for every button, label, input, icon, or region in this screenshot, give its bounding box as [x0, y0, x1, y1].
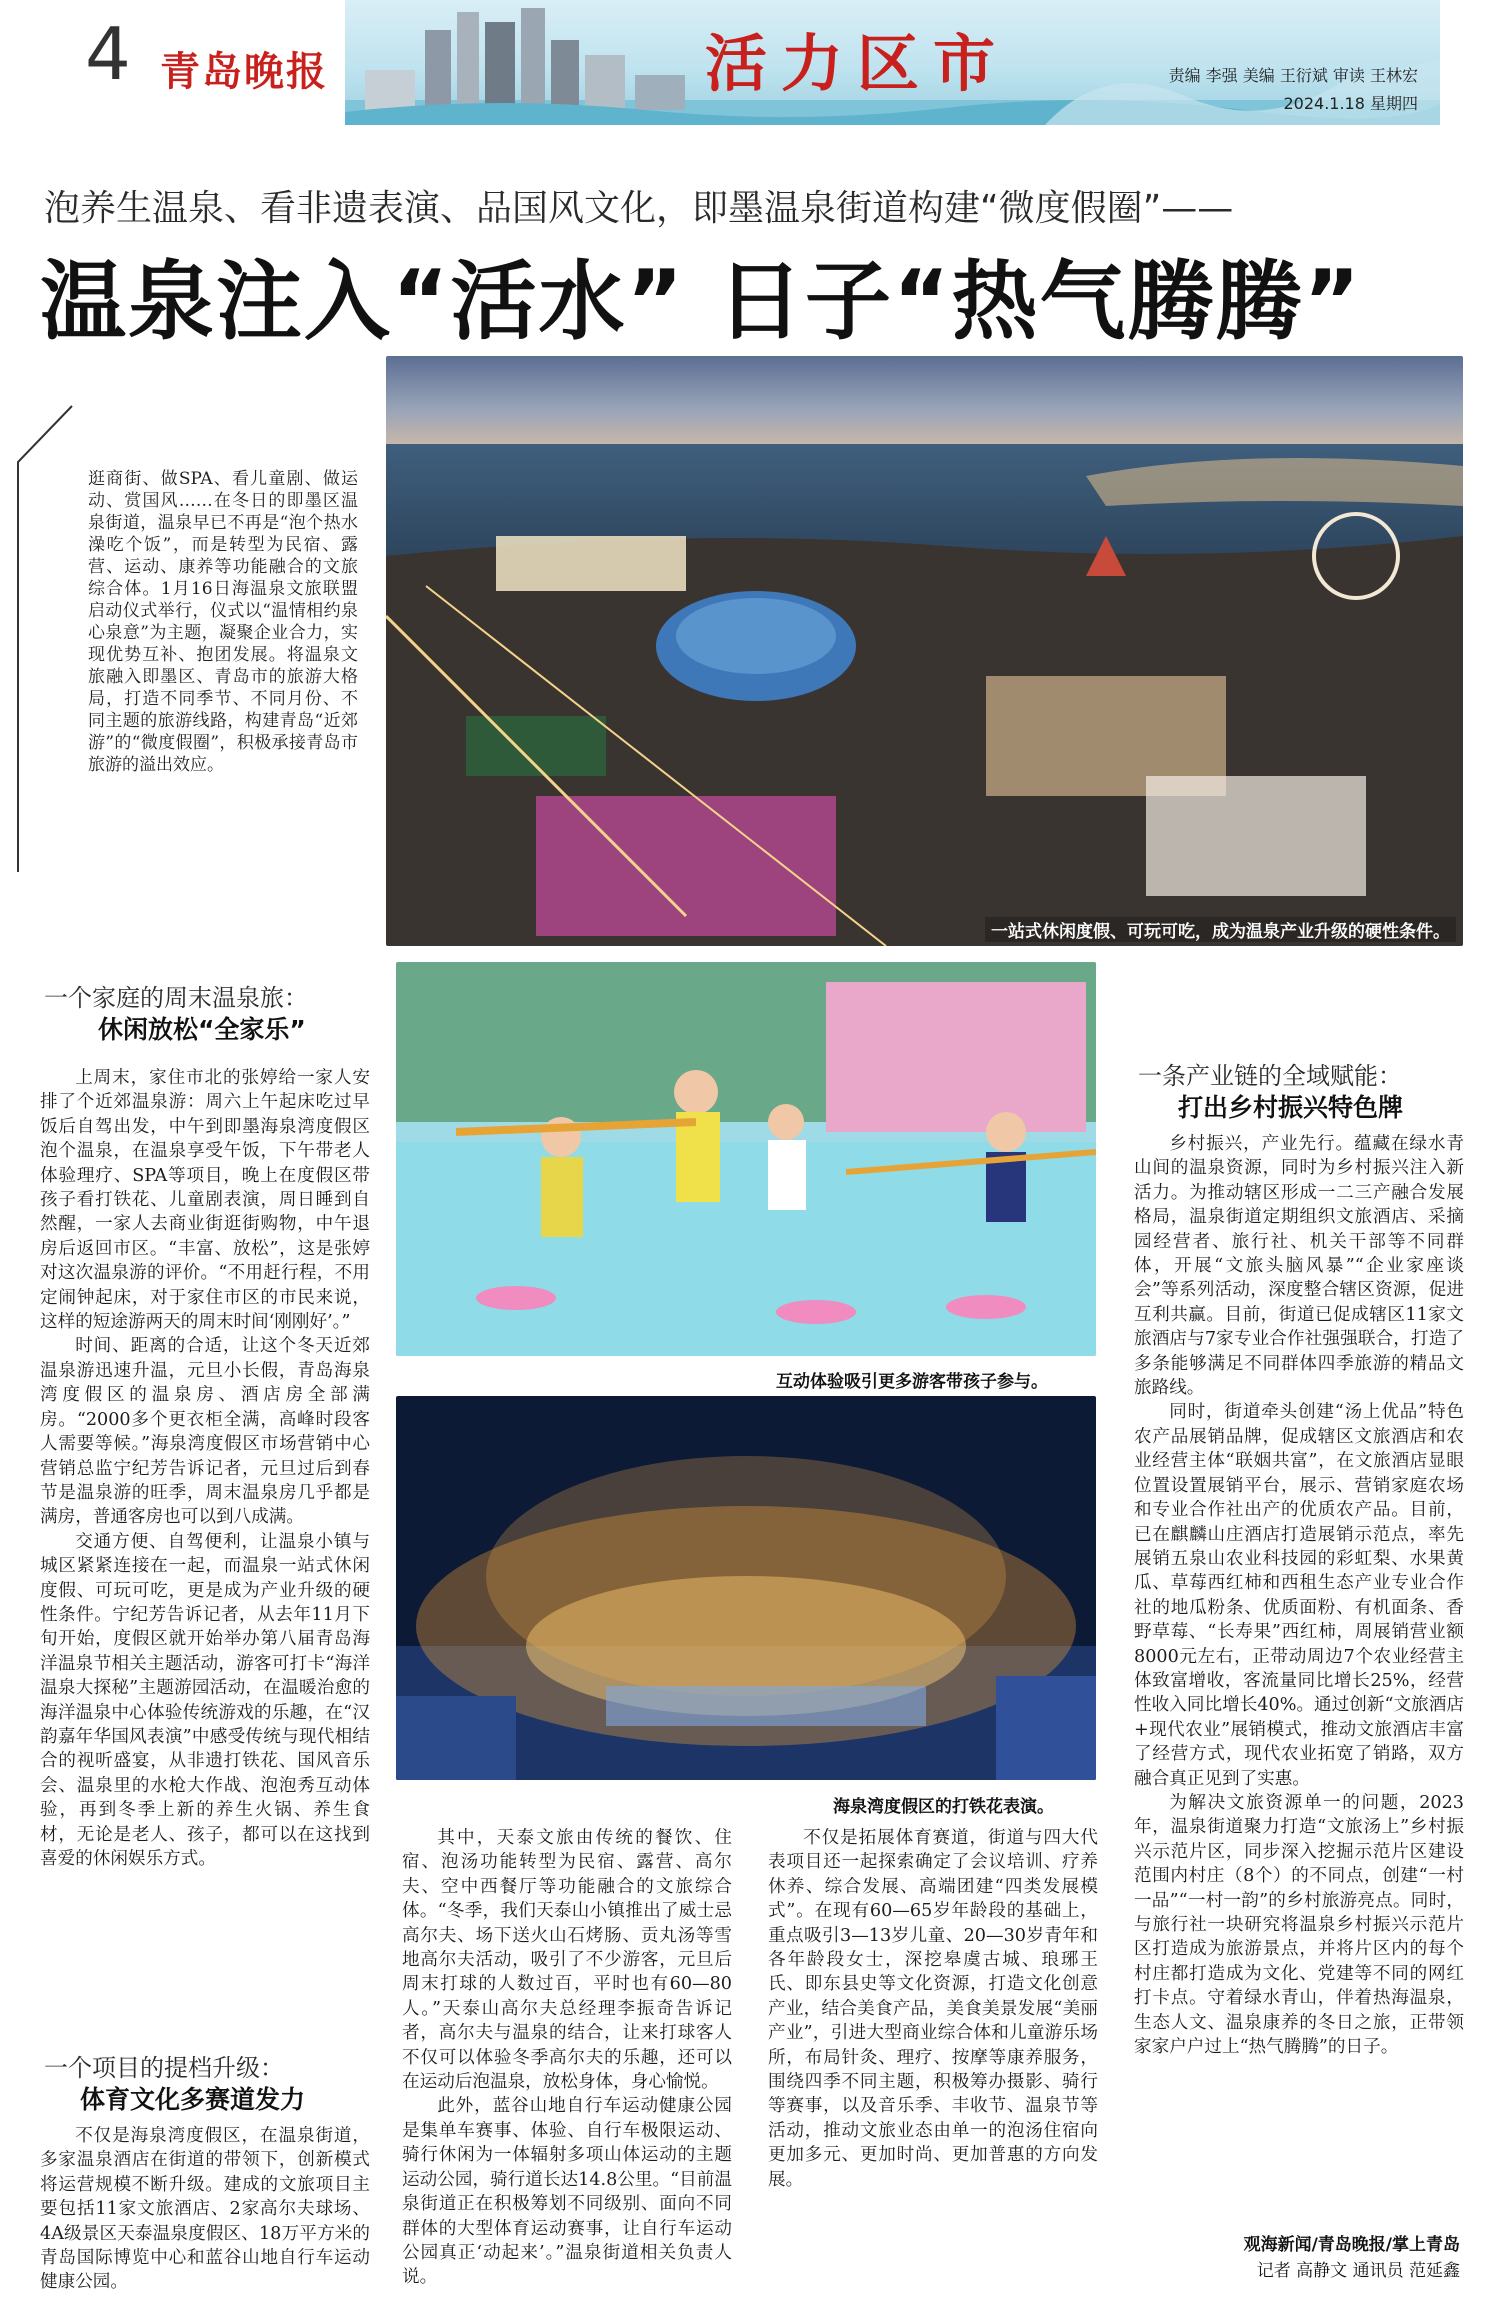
section2-paragraph: 不仅是海泉湾度假区，在温泉街道，多家温泉酒店在街道的带领下，创新模式将运营规模不断升级。建成的文旅项目主要包括11家文旅酒店、2家高尔夫球场、4A级景区天泰温泉度假区、18万平方米的青岛国际博览中心和蓝谷山地自行车运动健康公园。: [40, 2126, 370, 2292]
resort-aerial-photo: [386, 356, 1463, 946]
section2-body-col3: [768, 1826, 1098, 2292]
section1-heading: 休闲放松“全家乐”: [98, 1015, 306, 1044]
article-deck: 泡养生温泉、看非遗表演、品国风文化，即墨温泉街道构建“微度假圈”——: [44, 188, 1234, 229]
editor-credits: [1169, 62, 1418, 118]
section3-body: [1134, 1132, 1464, 2218]
byline-source: 观海新闻/青岛晚报/掌上青岛: [1243, 2235, 1460, 2255]
section2-kicker: 一个项目的提档升级：: [44, 2054, 284, 2082]
newspaper-logo: 青岛晚报: [160, 48, 328, 95]
section1-kicker: 一个家庭的周末温泉旅：: [44, 984, 308, 1012]
article-headline: 温泉注入“活水” 日子“热气腾腾”: [40, 252, 1363, 352]
section2-body-col1: [40, 2124, 370, 2292]
main-photo-caption: 一站式休闲度假、可玩可吃，成为温泉产业升级的硬性条件。: [985, 917, 1456, 942]
page-number: 4: [85, 12, 131, 96]
section3-paragraph: 为解决文旅资源单一的问题，2023年，温泉街道聚力打造“文旅汤上”乡村振兴示范片区，同步深入挖掘示范片区建设范围内村庄（8个）的不同点，创建“一村一品”“一村一韵”的乡村旅游亮点。同时，与旅行社一块研究将温泉乡村振兴示范片区打造成为旅游景点，并将片区内的每个村庄都打造成为文化、党建等不同的网红打卡点。守着绿水青山，伴着热海温泉，生态人文、温泉康养的冬日之旅，正带领家家户户过上“热气腾腾”的日子。: [1134, 1792, 1464, 2058]
section3-paragraph: 同时，街道牵头创建“汤上优品”特色农产品展销品牌，促成辖区文旅酒店和农业经营主体“联姻共富”，在文旅酒店显眼位置设置展销平台，展示、营销家庭农场和专业合作社出产的优质农产品。目前，已在麒麟山庄酒店打造展销示范点，率先展销五泉山农业科技园的彩虹梨、水果黄瓜、草莓西红柿和西租生态产业专业合作社的地瓜粉条、优质面粉、有机面条、香野草莓、“长寿果”西红柿，周展销营业额8000元左右，正带动周边7个农业经营主体致富增收，客流量同比增长25%，经营性收入同比增长40%。通过创新“文旅酒店+现代农业”展销模式，推动文旅酒店丰富了经营方式，现代农业拓宽了销路，双方融合真正见到了实惠。: [1134, 1402, 1464, 1789]
byline-reporters: 记者 高静文 通讯员 范延鑫: [1256, 2261, 1460, 2281]
issue-date: 2024.1.18 星期四: [1283, 94, 1418, 113]
section2-heading: 体育文化多赛道发力: [80, 2085, 306, 2114]
section2-paragraph: 其中，天泰文旅由传统的餐饮、住宿、泡汤功能转型为民宿、露营、高尔夫、空中西餐厅等功能融合的文旅综合体。“冬季，我们天泰山小镇推出了威士忌高尔夫、场下送火山石烤肠、贡丸汤等雪地高尔夫活动，吸引了不少游客，元旦后周末打球的人数过百，平时也有60—80人。”天泰山高尔夫总经理李振奇告诉记者，高尔夫与温泉的结合，让来打球客人不仅可以体验冬季高尔夫的乐趣，还可以在运动后泡温泉，放松身体，身心愉悦。: [402, 1828, 732, 2093]
kids-photo-caption: 互动体验吸引更多游客带孩子参与。: [776, 1372, 1048, 1392]
byline: [1100, 2232, 1460, 2284]
kids-water-play-photo: [396, 962, 1096, 1356]
section3-paragraph: 乡村振兴，产业先行。蕴藏在绿水青山间的温泉资源，同时为乡村振兴注入新活力。为推动辖区形成一二三产融合发展格局，温泉街道定期组织文旅酒店、采摘园经营者、旅行社、机关干部等不同群体，开展“文旅头脑风暴”“企业家座谈会”等系列活动，深度整合辖区资源，促进互利共赢。目前，街道已促成辖区11家文旅酒店与7家专业合作社强强联合，打造了多条能够满足不同群体四季旅游的精品文旅路线。: [1134, 1134, 1464, 1399]
section2-paragraph: 不仅是拓展体育赛道，街道与四大代表项目还一起探索确定了会议培训、疗养休养、综合发展、高端团建“四类发展模式”。在现有60—65岁年龄段的基础上，重点吸引3—13岁儿童、20—30岁青年和各年龄段女士，深挖皋虞古城、琅琊王氏、即东县史等文化资源，打造文化创意产业，结合美食产品，美食美景发展“美丽产业”，引进大型商业综合体和儿童游乐场所，布局针灸、理疗、按摩等康养服务，围绕四季不同主题，积极筹办摄影、骑行等赛事，以及音乐季、丰收节、温泉节等活动，推动文旅业态由单一的泡汤住宿向更加多元、更加时尚、更加普惠的方向发展。: [768, 1828, 1098, 2190]
section-title: 活力区市: [705, 27, 1010, 100]
section2-body-col2: [402, 1826, 732, 2292]
intro-bracket-decoration: [10, 402, 80, 882]
section1-paragraph: 时间、距离的合适，让这个冬天近郊温泉游迅速升温，元旦小长假，青岛海泉湾度假区的温泉房、酒店房全部满房。“2000多个更衣柜全满，高峰时段客人需要等候。”海泉湾度假区市场营销中心营销总监宁纪芳告诉记者，元旦过后到春节是温泉游的旺季，周末温泉房几乎都是满房，普通客房也可以到八成满。: [40, 1336, 370, 1528]
iron-flower-show-photo: [396, 1396, 1096, 1780]
fire-photo-caption: 海泉湾度假区的打铁花表演。: [833, 1797, 1054, 1817]
section-banner: [345, 0, 1440, 125]
section1-paragraph: 交通方便、自驾便利，让温泉小镇与城区紧紧连接在一起，而温泉一站式休闲度假、可玩可吃，更是成为产业升级的硬性条件。宁纪芳告诉记者，从去年11月下旬开始，度假区就开始举办第八届青岛海洋温泉节相关主题活动，游客可打卡“海洋温泉大探秘”主题游园活动，在温暖治愈的海洋温泉中心体验传统游戏的乐趣，在“汉韵嘉年华国风表演”中感受传统与现代相结合的视听盛宴，从非遗打铁花、国风音乐会、温泉里的水枪大作战、泡泡秀互动体验，再到冬季上新的养生火锅、养生食材，无论是老人、孩子，都可以在这找到喜爱的休闲娱乐方式。: [40, 1531, 370, 1869]
section3-kicker: 一条产业链的全域赋能：: [1138, 1062, 1402, 1090]
section2-paragraph: 此外，蓝谷山地自行车运动健康公园是集单车赛事、体验、自行车极限运动、骑行休闲为一体辐射多项山体运动的主题运动公园，骑行道长达14.8公里。“目前温泉街道正在积极筹划不同级别、面向不同群体的大型体育运动赛事，让自行车运动公园真正‘动起来’。”温泉街道相关负责人说。: [402, 2096, 732, 2288]
section1-paragraph: 上周末，家住市北的张婷给一家人安排了个近郊温泉游：周六上午起床吃过早饭后自驾出发，中午到即墨海泉湾度假区泡个温泉，在温泉享受午饭，下午带老人体验理疗、SPA等项目，晚上在度假区带孩子看打铁花、儿童剧表演，周日睡到自然醒，一家人去商业街逛街购物，中午退房后返回市区。“丰富、放松”，这是张婷对这次温泉游的评价。“不用赶行程，不用定闹钟起床，对于家住市区的市民来说，这样的短途游两天的周末时间‘刚刚好’。”: [40, 1068, 370, 1333]
editors-line: 责编 李强 美编 王衍斌 审读 王林宏: [1168, 66, 1418, 85]
section1-body: [40, 1066, 370, 2046]
section3-heading: 打出乡村振兴特色牌: [1178, 1093, 1404, 1122]
article-intro: 逛商街、做SPA、看儿童剧、做运动、赏国风……在冬日的即墨区温泉街道，温泉早已不再是“泡个热水澡吃个饭”，而是转型为民宿、露营、运动、康养等功能融合的文旅综合体。1月16日海温泉文旅联盟启动仪式举行，仪式以“温情相约泉心泉意”为主题，凝聚企业合力，实现优势互补、抱团发展。将温泉文旅融入即墨区、青岛市的旅游大格局，打造不同季节、不同月份、不同主题的旅游线路，构建青岛“近郊游”的“微度假圈”，积极承接青岛市旅游的溢出效应。: [88, 469, 358, 775]
